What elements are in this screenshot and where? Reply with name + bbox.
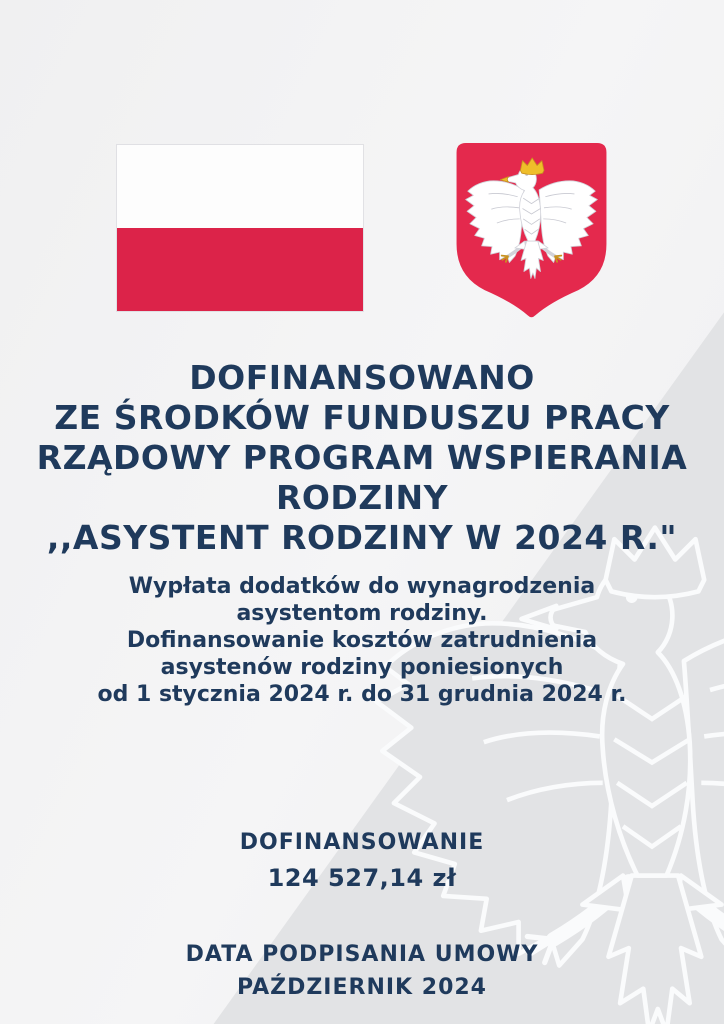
description-line: asystenów rodziny poniesionych <box>160 655 564 680</box>
description-line: od 1 stycznia 2024 r. do 31 grudnia 2024 r. <box>97 682 627 707</box>
signing-date-label: DATA PODPISANIA UMOWY <box>185 942 539 967</box>
page-title <box>0 358 724 558</box>
title-line: RODZINY <box>275 478 449 518</box>
description-line: Wypłata dodatków do wynagrodzenia <box>128 574 596 599</box>
title-line: ZE ŚRODKÓW FUNDUSZU PRACY <box>54 398 670 438</box>
signing-date-value: PAŹDZIERNIK 2024 <box>237 975 487 1000</box>
title-line: ,,ASYSTENT RODZINY W 2024 R." <box>46 518 678 558</box>
funding-amount: 124 527,14 zł <box>267 864 457 892</box>
description-line: asystentom rodziny. <box>236 601 488 626</box>
flag-red-stripe <box>117 228 363 311</box>
flag-white-stripe <box>117 145 363 228</box>
description-line: Dofinansowanie kosztów zatrudnienia <box>126 628 598 653</box>
polish-coat-of-arms-icon <box>455 143 608 321</box>
funding-label: DOFINANSOWANIE <box>239 830 485 855</box>
program-description <box>0 573 724 708</box>
title-line: RZĄDOWY PROGRAM WSPIERANIA <box>36 438 688 478</box>
polish-flag-icon <box>117 145 363 311</box>
funding-section <box>0 830 724 892</box>
title-line: DOFINANSOWANO <box>189 358 535 398</box>
signing-section <box>0 942 724 1000</box>
